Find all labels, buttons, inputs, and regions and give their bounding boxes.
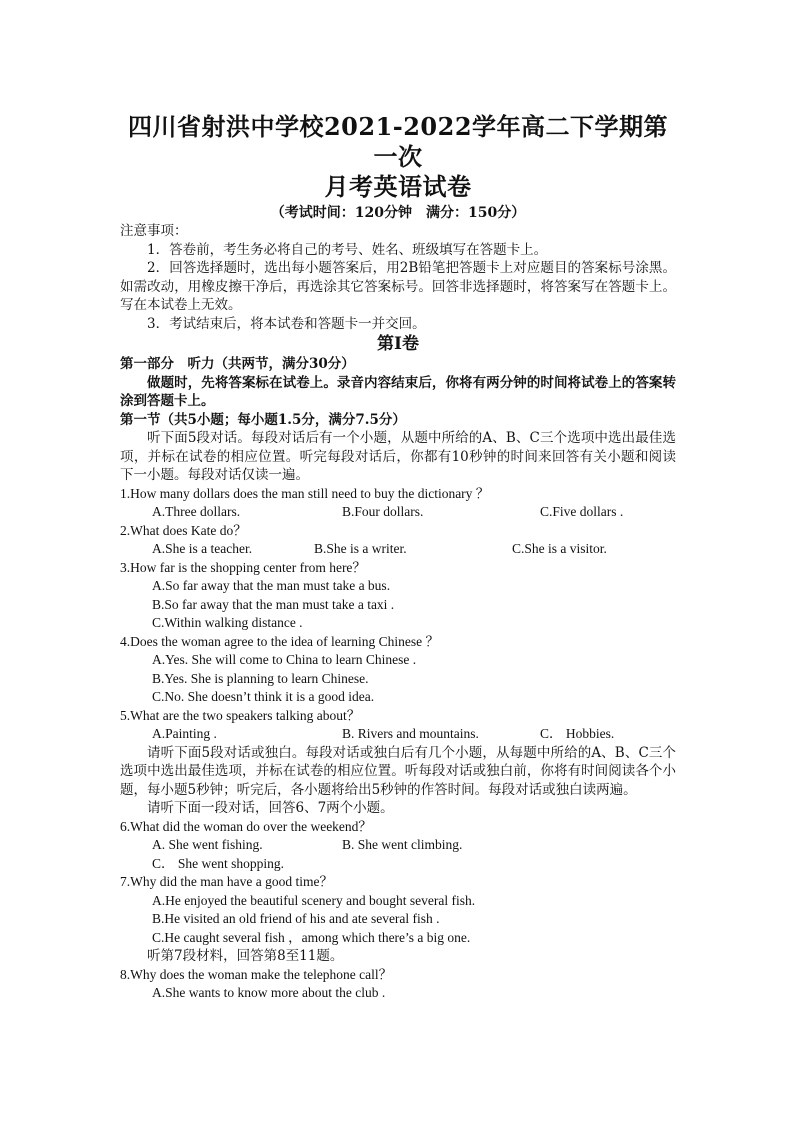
exam-page xyxy=(120,112,676,1003)
option-c: C.Five dollars . xyxy=(540,504,624,519)
exam-title-line1: 四川省射洪中学校2021-2022学年高二下学期第一次 xyxy=(127,112,669,171)
exam-title-line2: 月考英语试卷 xyxy=(324,172,472,201)
question-6-stem: 6.What did the woman do over the weekend？ xyxy=(120,818,372,834)
question-6-option-c: C． She went shopping. xyxy=(152,855,285,871)
section2-instruction: 请听下面5段对话或独白。每段对话或独白后有几个小题，从每题中所给的A、B、C三个选项中选出最佳选项，并标在试卷的相应位置。听每段对话或独白前，你将有时间阅读各个小题，每小题5秒钟；听完后，各小题将给出5秒钟的作答时间。每段对话或独白读两遍。 xyxy=(120,744,676,798)
question-4-option-b: B.Yes. She is planning to learn Chinese. xyxy=(152,670,369,686)
part1-instruction: 做题时，先将答案标在试卷上。录音内容结束后，你将有两分钟的时间将试卷上的答案转涂到答题卡上。 xyxy=(120,374,676,409)
option-b: B.Four dollars. xyxy=(342,504,424,519)
option-a: A. She went fishing. xyxy=(152,837,263,852)
question-7-option-b: B.He visited an old friend of his and ate several fish . xyxy=(152,911,440,926)
option-b: B. Rivers and mountains. xyxy=(342,726,479,741)
question-6-options xyxy=(120,836,676,855)
notice-heading: 注意事项： xyxy=(120,223,188,239)
option-b: B.She is a writer. xyxy=(314,541,407,556)
notice-item-3: 3．考试结束后，将本试卷和答题卡一并交回。 xyxy=(147,315,426,332)
exam-info: （考试时间：120分钟 满分：150分） xyxy=(270,205,526,221)
dialog-7-note: 听第7段材料，回答第8至11题。 xyxy=(147,948,344,964)
question-3-stem: 3.How far is the shopping center from here？ xyxy=(120,559,366,575)
part1-heading: 第一部分 听力（共两节，满分30分） xyxy=(120,356,355,372)
question-1-options xyxy=(120,503,676,522)
option-a: A.Three dollars. xyxy=(152,504,241,519)
option-b: B. She went climbing. xyxy=(342,837,463,852)
option-a: A.Painting . xyxy=(152,726,217,741)
option-c: C.She is a visitor. xyxy=(512,541,607,556)
section1-instruction: 听下面5段对话。每段对话后有一个小题，从题中所给的A、B、C三个选项中选出最佳选项，并标在试卷的相应位置。听完每段对话后，你都有10秒钟的时间来回答有关小题和阅读下一小题。每段对话仅读一遍。 xyxy=(120,430,676,483)
question-7-option-a: A.He enjoyed the beautiful scenery and bought several fish. xyxy=(152,892,476,908)
option-a: A.She is a teacher. xyxy=(152,541,253,556)
question-4-stem: 4.Does the woman agree to the idea of learning Chinese ？ xyxy=(120,633,440,649)
question-3-option-a: A.So far away that the man must take a bus. xyxy=(152,578,391,593)
notice-item-1: 1．答卷前，考生务必将自己的考号、姓名、班级填写在答题卡上。 xyxy=(147,241,548,258)
section1-heading: 第一节（共5小题；每小题1.5分，满分7.5分） xyxy=(120,411,406,428)
question-3-option-c: C.Within walking distance . xyxy=(152,615,303,630)
option-c: C． Hobbies. xyxy=(540,726,615,741)
question-2-options xyxy=(120,540,676,559)
question-3-option-b: B.So far away that the man must take a taxi . xyxy=(152,596,395,612)
question-8-stem: 8.Why does the woman make the telephone call？ xyxy=(120,966,393,982)
question-4-option-a: A.Yes. She will come to China to learn Chinese . xyxy=(152,652,417,667)
question-7-option-c: C.He caught several fish ，among which there’s a big one. xyxy=(152,929,471,945)
question-5-options xyxy=(120,725,676,744)
question-2-stem: 2.What does Kate do？ xyxy=(120,522,247,538)
question-1-stem: 1.How many dollars does the man still need to buy the dictionary ？ xyxy=(120,485,490,501)
question-4-option-c: C.No. She doesn’t think it is a good idea. xyxy=(152,689,375,704)
question-5-stem: 5.What are the two speakers talking about？ xyxy=(120,707,361,723)
notice-item-2: 2．回答选择题时，选出每小题答案后，用2B铅笔把答题卡上对应题目的答案标号涂黑。如需改动，用橡皮擦干净后，再选涂其它答案标号。回答非选择题时，将答案写在答题卡上。写在本试卷上无效。 xyxy=(120,260,676,313)
question-7-stem: 7.Why did the man have a good time？ xyxy=(120,874,333,889)
dialog-6-note: 请听下面一段对话，回答6、7两个小题。 xyxy=(147,800,394,816)
volume-heading: 第I卷 xyxy=(377,334,419,354)
question-8-option-a: A.She wants to know more about the club . xyxy=(152,985,386,1000)
